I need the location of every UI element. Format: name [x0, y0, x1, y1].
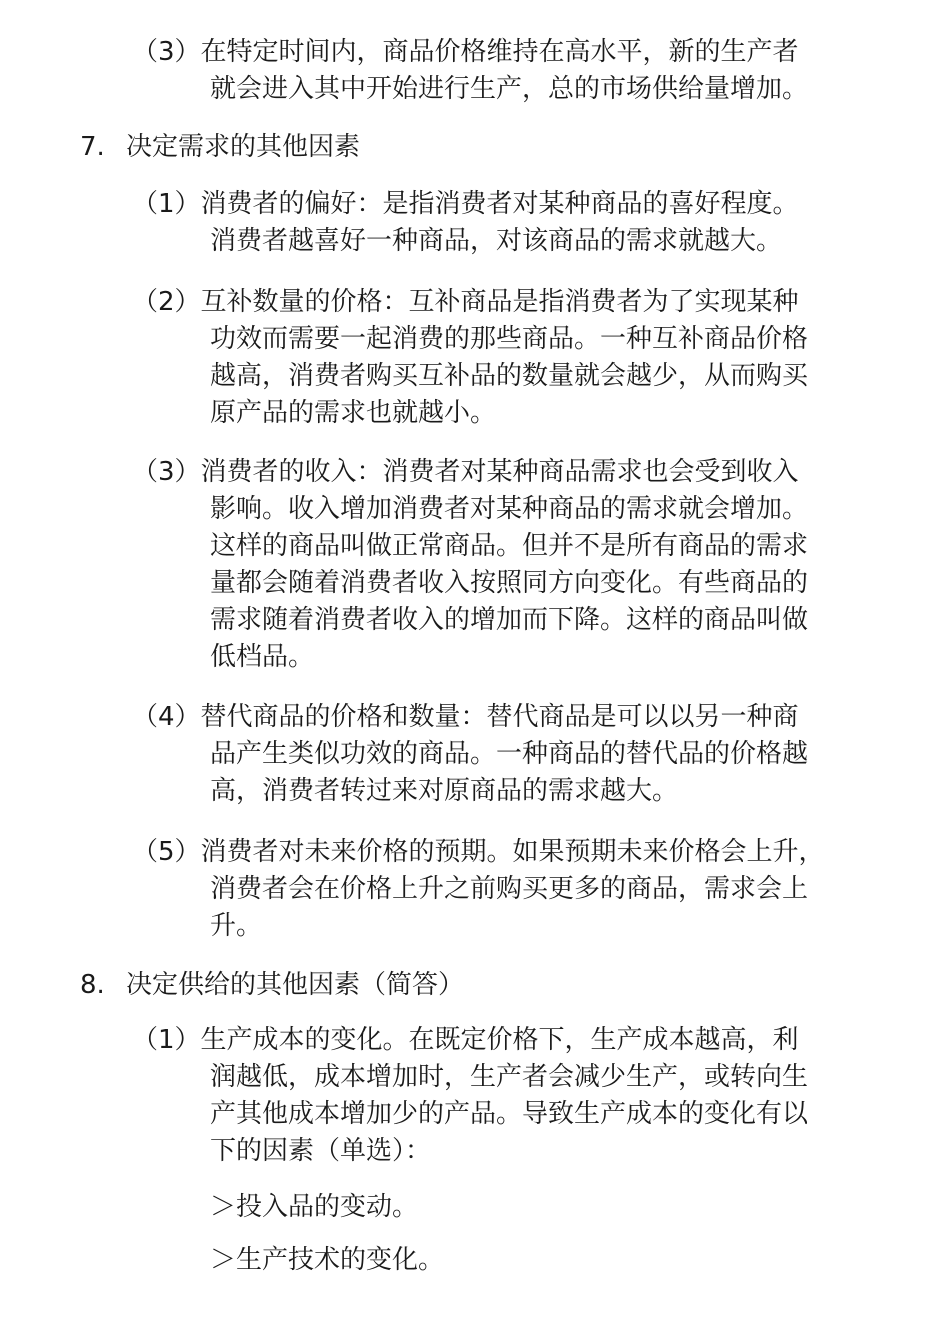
bullet-marker: ＞ [210, 1245, 237, 1275]
item-marker: （1） [132, 1025, 201, 1055]
item-text-line: 影响。收入增加消费者对某种商品的需求就会增加。 [210, 494, 809, 524]
bullet-marker: ＞ [210, 1192, 237, 1222]
list-item [132, 34, 808, 108]
item-text-line: 越高，消费者购买互补品的数量就会越少，从而购买 [210, 361, 809, 391]
section-heading [80, 967, 464, 1004]
item-text-line: 消费者越喜好一种商品，对该商品的需求就越大。 [210, 226, 783, 256]
item-marker: （3） [132, 457, 201, 487]
item-text-line: 在特定时间内，商品价格维持在高水平，新的生产者 [200, 37, 799, 67]
list-item [132, 1022, 808, 1170]
item-text-line: 消费者对未来价格的预期。如果预期未来价格会上升， [200, 837, 825, 867]
heading-number: 7. [80, 132, 105, 162]
item-text-line: 消费者的收入：消费者对某种商品需求也会受到收入 [200, 457, 799, 487]
bullet-item [210, 1189, 418, 1226]
heading-number: 8. [80, 970, 105, 1000]
item-text-line: 原产品的需求也就越小。 [210, 398, 497, 428]
item-text-line: 就会进入其中开始进行生产，总的市场供给量增加。 [210, 74, 809, 104]
item-text-line: 消费者会在价格上升之前购买更多的商品，需求会上 [210, 874, 809, 904]
bullet-text: 投入品的变动。 [236, 1192, 419, 1222]
list-item [132, 284, 808, 432]
item-text-line: 产其他成本增加少的产品。导致生产成本的变化有以 [210, 1099, 809, 1129]
heading-text: 决定供给的其他因素（简答） [126, 970, 465, 1000]
item-text-line: 高，消费者转过来对原商品的需求越大。 [210, 776, 679, 806]
item-text-line: 这样的商品叫做正常商品。但并不是所有商品的需求 [210, 531, 809, 561]
item-text-line: 生产成本的变化。在既定价格下，生产成本越高，利 [200, 1025, 799, 1055]
section-heading [80, 129, 360, 166]
item-text-line: 量都会随着消费者收入按照同方向变化。有些商品的 [210, 568, 809, 598]
bullet-text: 生产技术的变化。 [236, 1245, 445, 1275]
item-text-line: 需求随着消费者收入的增加而下降。这样的商品叫做 [210, 605, 809, 635]
heading-text: 决定需求的其他因素 [126, 132, 361, 162]
list-item [132, 834, 825, 945]
item-text-line: 消费者的偏好：是指消费者对某种商品的喜好程度。 [200, 189, 799, 219]
bullet-item [210, 1242, 444, 1279]
item-text-line: 下的因素（单选）： [210, 1136, 432, 1166]
item-text-line: 功效而需要一起消费的那些商品。一种互补商品价格 [210, 324, 809, 354]
item-marker: （5） [132, 837, 201, 867]
item-marker: （2） [132, 287, 201, 317]
list-item [132, 186, 799, 260]
item-text-line: 互补数量的价格：互补商品是指消费者为了实现某种 [200, 287, 799, 317]
item-text-line: 升。 [210, 911, 263, 941]
item-text-line: 替代商品的价格和数量：替代商品是可以以另一种商 [200, 702, 799, 732]
list-item [132, 454, 808, 676]
item-text-line: 品产生类似功效的商品。一种商品的替代品的价格越 [210, 739, 809, 769]
list-item [132, 699, 808, 810]
item-marker: （4） [132, 702, 201, 732]
item-text-line: 润越低，成本增加时，生产者会减少生产，或转向生 [210, 1062, 809, 1092]
item-text-line: 低档品。 [210, 642, 315, 672]
item-marker: （1） [132, 189, 201, 219]
item-marker: （3） [132, 37, 201, 67]
